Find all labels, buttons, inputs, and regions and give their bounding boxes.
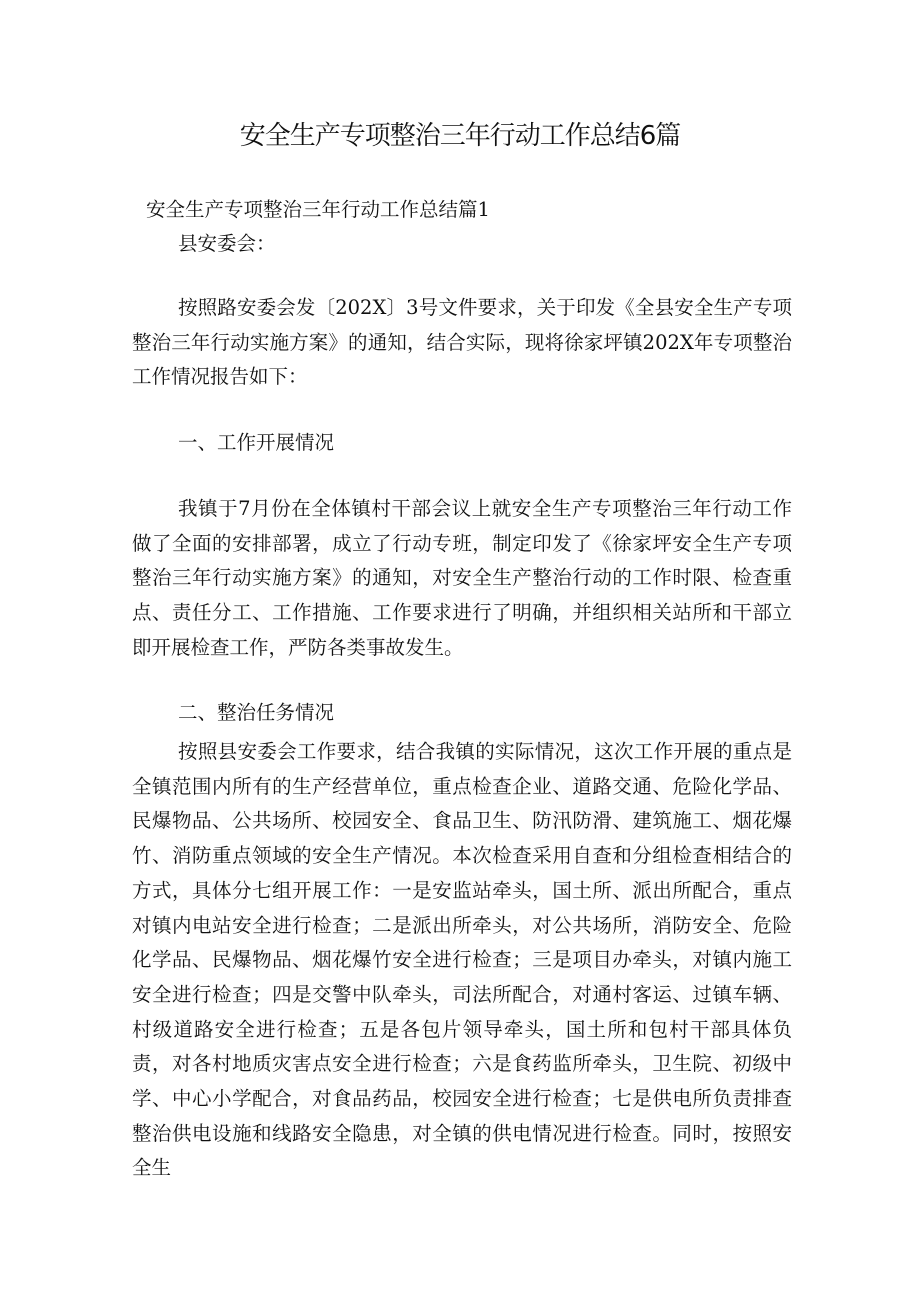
document-subtitle: 安全生产专项整治三年行动工作总结篇1 xyxy=(146,198,490,221)
section-heading-2: 二、整治任务情况 xyxy=(178,701,335,724)
section-heading-1: 一、工作开展情况 xyxy=(178,431,335,454)
salutation: 县安委会： xyxy=(178,232,276,255)
paragraph-intro: 按照路安委会发〔202X〕3号文件要求，关于印发《全县安全生产专项整治三年行动实施方案》的通知，结合实际，现将徐家坪镇202X年专项整治工作情况报告如下： xyxy=(132,296,792,389)
paragraph-rectification-tasks: 按照县安委会工作要求，结合我镇的实际情况，这次工作开展的重点是全镇范围内所有的生产经营单位，重点检查企业、道路交通、危险化学品、民爆物品、公共场所、校园安全、食品卫生、防汛防滑、建筑施工、烟花爆竹、消防重点领域的安全生产情况。本次检查采用自查和分组检查相结合的方式，具体分七组开展工作：一是安监站牵头，国土所、派出所配合，重点对镇内电站安全进行检查；二是派出所牵头，对公共场所，消防安全、危险化学品、民爆物品、烟花爆竹安全进行检查；三是项目办牵头，对镇内施工安全进行检查；四是交警中队牵头，司法所配合，对通村客运、过镇车辆、村级道路安全进行检查；五是各包片领导牵头，国土所和包村干部具体负责，对各村地质灾害点安全进行检查；六是食药监所牵头，卫生院、初级中学、中心小学配合，对食品药品，校园安全进行检查；七是供电所负责排查整治供电设施和线路安全隐患，对全镇的供电情况进行检查。同时，按照安全生 xyxy=(132,740,792,1180)
paragraph-work-progress: 我镇于7月份在全体镇村干部会议上就安全生产专项整治三年行动工作做了全面的安排部署，成立了行动专班，制定印发了《徐家坪安全生产专项整治三年行动实施方案》的通知，对安全生产整治行动的工作时限、检查重点、责任分工、工作措施、工作要求进行了明确，并组织相关站所和干部立即开展检查工作，严防各类事故发生。 xyxy=(132,497,792,659)
document-title: 安全生产专项整治三年行动工作总结6篇 xyxy=(239,121,681,151)
